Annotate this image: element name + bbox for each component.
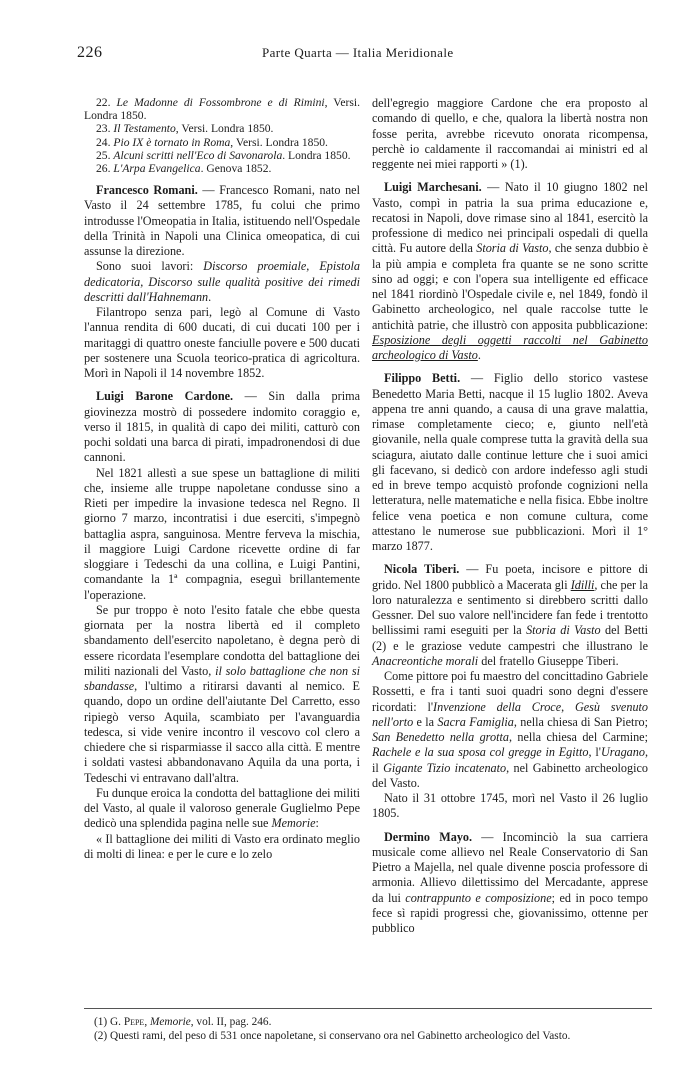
paragraph: Fu dunque eroica la condotta del battaglione dei militi del Vasto, al quale il valoroso generale Guglielmo Pepe dedicò una splendida pagina nelle sue Memorie: [84, 785, 360, 831]
person-name: Francesco Romani. [96, 183, 198, 198]
paragraph: Filantropo senza pari, legò al Comune di Vasto l'annua rendita di 600 ducati, di cui ducati 100 per i maritaggi di quattro oneste fanciulle povere e 500 ducati per sostenere una Scuola teorico-pratica di agricoltura. Morì in Napoli il 14 novembre 1852. [84, 305, 360, 381]
bibliography-item: 24. Pio IX è tornato in Roma, Versi. Londra 1850. [96, 135, 328, 149]
biography-entry: Luigi Barone Cardone. — Sin dalla prima giovinezza mostrò di possedere indomito coraggio e, verso il 1815, in qualità di capo dei militi, catturò con pochi soldati una barca di pirati, impadronendosi di due cannoni. [84, 389, 360, 465]
footnote: (1) G. Pepe, Memorie, vol. II, pag. 246. [94, 1016, 272, 1028]
person-name: Nicola Tiberi. [384, 562, 460, 577]
biography-entry: Francesco Romani. — Francesco Romani, nato nel Vasto il 24 settembre 1785, fu colui che primo introdusse l'Omeopatia in Italia, istituendo nell'Ospedale della Trinità in Napoli una Clinica omeopatica, di cui assunse la direzione. [84, 183, 360, 259]
running-title: Parte Quarta — Italia Meridionale [262, 45, 454, 60]
footnote-rule [84, 1008, 652, 1009]
biography-entry: Luigi Marchesani. — Nato il 10 giugno 1802 nel Vasto, compì in patria la sua prima educazione e, recatosi in Napoli, dove rimase sino al 1841, esercitò la professione di medico nei principali ospedali di quella città. Fu autore della Storia di Vasto, che senza dubbio è la più ampia e completa fra quante se ne sono scritte sino ad oggi; e con l'opera sua intelligente ed efficace nel 1841 riordinò l'Ospedale civile e, nel 1849, fondò il Gabinetto archeologico, nel quale raccolse tutte le antichità patrie, che illustrò con apposita pubblicazione: Esposizione degli oggetti raccolti nel Gabinetto archeologico di Vasto. [372, 180, 648, 362]
right-column [372, 96, 648, 936]
person-name: Dermino Mayo. [384, 829, 473, 844]
page-number: 226 [77, 44, 103, 61]
bibliography-item: 25. Alcuni scritti nell'Eco di Savonarola. Londra 1850. [96, 148, 351, 162]
paragraph: Nel 1821 allestì a sue spese un battaglione di militi che, insieme alle truppe napoletane condusse sino a Rieti per impedire la invasione tedesca nel Regno. Il giorno 7 marzo, incontratisi i due eserciti, s'impegnò battaglia aspra, sanguinosa. Mentre ferveva la mischia, il maggiore Luigi Cardone ricevette ordine di far sloggiare i Tedeschi da una collina, e Luigi Pantini, comandante la 1ª compagnia, eseguì brillantemente l'operazione. [84, 465, 360, 602]
paragraph: Come pittore poi fu maestro del concittadino Gabriele Rossetti, e fra i tanti suoi quadri sono degni d'essere ricordati: l'Invenzione della Croce, Gesù svenuto nell'orto e la Sacra Famiglia, nella chiesa di San Pietro; San Benedetto nella grotta, nella chiesa del Carmine; Rachele e la sua sposa col gregge in Egitto, l'Uragano, il Gigante Tizio incatenato, nel Gabinetto archeologico del Vasto. [372, 669, 649, 790]
person-name: Filippo Betti. [384, 371, 461, 386]
biography-entry: Nicola Tiberi. — Fu poeta, incisore e pittore di grido. Nel 1800 pubblicò a Macerata gli Idilli, che per la loro naturalezza e sentimento si direbbero scritti dallo Gessner. Del suo valore nell'incidere fan fede i trentotto bellissimi rami eseguiti per la Storia di Vasto del Betti (2) e le graziose vedute campestri che illustrano le Anacreontiche morali del fratello Giuseppe Tiberi. [372, 562, 649, 668]
biography-entry: Filippo Betti. — Figlio dello storico vastese Benedetto Maria Betti, nacque il 15 luglio 1802. Aveva appena tre anni quando, a causa di una grave malattia, rimase completamente cieco; e, giunto nell'età giovanile, nella quale comprese tutta la gravità della sua sciagura, aiutato dalle continue letture che i suoi amici gli facevano, si dedicò con ardore indefesso agli studi ed in breve tempo acquistò profonde cognizioni nella letteratura, nelle matematiche e nella fisica. Ebbe inoltre felice vena poetica e non comune cultura, come attestano le numerose sue pubblicazioni. Morì il 1° marzo 1877. [372, 371, 649, 553]
paragraph: Sono suoi lavori: Discorso proemiale, Epistola dedicatoria, Discorso sulle qualità positive dei rimedi descritti dall'Hahnemann. [84, 259, 360, 304]
person-name: Luigi Marchesani. [384, 180, 482, 195]
footnotes [84, 1008, 654, 1043]
footnote: (2) Questi rami, del peso di 531 once napoletane, si conservano ora nel Gabinetto archeologico del Vasto. [94, 1030, 571, 1043]
paragraph: dell'egregio maggiore Cardone che era proposto al comando di quello, e che, qualora la libertà nostra non fosse perita, avrebbe ricevuto onorata ricompensa, perchè io caldamente il raccomandai ai ministri ed al reggente nei miei rapporti » (1). [372, 96, 648, 171]
bibliography-item: 23. Il Testamento, Versi. Londra 1850. [96, 122, 274, 136]
page-header [77, 44, 643, 72]
person-name: Luigi Barone Cardone. [96, 389, 234, 404]
bibliography-item: 26. L'Arpa Evangelica. Genova 1852. [96, 162, 272, 176]
biography-entry: Dermino Mayo. — Incominciò la sua carriera musicale come allievo nel Reale Conservatorio di San Pietro a Majella, nel quale divenne poscia professore di armonia. Allievo dilettissimo del Mercadante, apprese da lui contrappunto e composizione; ed in poco tempo fece sì rapidi progressi che, giovanissimo, ottenne per pubblico [372, 829, 649, 935]
bibliography-item: 22. Le Madonne di Fossombrone e di Rimini, Versi. Londra 1850. [84, 96, 361, 123]
paragraph: Nato il 31 ottobre 1745, morì nel Vasto il 26 luglio 1805. [372, 791, 648, 821]
left-column [84, 96, 360, 862]
paragraph: Se pur troppo è noto l'esito fatale che ebbe questa giornata per la nostra libertà ed il completo sbandamento dell'esercito napoletano, è degna però di essere ricordata l'esemplare condotta del battaglione dei militi nazionali del Vasto, il solo battaglione che non si sbandasse, l'ultimo a ritirarsi davanti al nemico. E quando, dopo un ordine dell'aiutante Del Carretto, esso ripiegò verso Aquila, scambiato per l'avanguardia tedesca, si vide venire incontro il vescovo col clero a chiedere che si risparmiasse il sacco alla città. E mentre i soldati vastesi abbandonavano Aquila da una porta, i Tedeschi vi entravano dall'altra. [84, 602, 360, 785]
paragraph: « Il battaglione dei militi di Vasto era ordinato meglio di molti di linea: e per le cure e lo zelo [84, 831, 360, 861]
